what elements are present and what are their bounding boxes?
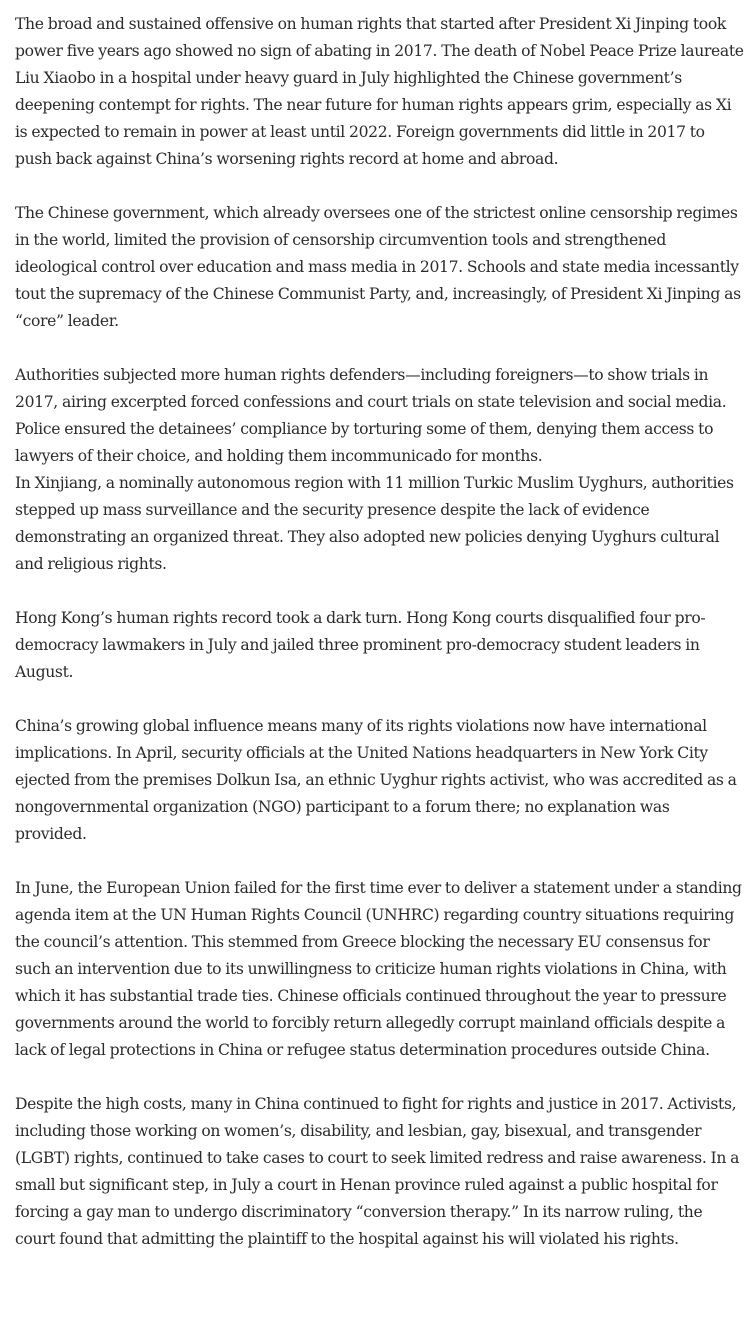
paragraph-intro: The broad and sustained offensive on human rights that started after President Xi Jinping took power five years ago showed no sign of abating in 2017. The death of Nobel Peace Prize laureate Liu Xiaobo in a hospital under heavy guard in July highlighted the Chinese government’s deepening contempt for rights. The near future for human rights appears grim, especially as Xi is expected to remain in power at least until 2022. Foreign governments did little in 2017 to push back against China’s worsening rights record at home and abroad.: [15, 15, 744, 168]
paragraph-hong-kong: Hong Kong’s human rights record took a dark turn. Hong Kong courts disqualified four pro-democracy lawmakers in July and jailed three prominent pro-democracy student leaders in August.: [15, 609, 706, 681]
paragraph-global-influence: China’s growing global influence means many of its rights violations now have international implications. In April, security officials at the United Nations headquarters in New York City ejected from the premises Dolkun Isa, an ethnic Uyghur rights activist, who was accredited as a nongovernmental organization (NGO) participant to a forum there; no explanation was provided.: [15, 717, 737, 843]
paragraph-censorship: The Chinese government, which already oversees one of the strictest online censorship regimes in the world, limited the provision of censorship circumvention tools and strengthened ideological control over education and mass media in 2017. Schools and state media incessantly tout the supremacy of the Chinese Communist Party, and, increasingly, of President Xi Jinping as “core” leader.: [15, 204, 741, 330]
paragraph-european-union: In June, the European Union failed for the first time ever to deliver a statement under a standing agenda item at the UN Human Rights Council (UNHRC) regarding country situations requiring the council’s attention. This stemmed from Greece blocking the necessary EU consensus for such an intervention due to its unwillingness to criticize human rights violations in China, with which it has substantial trade ties. Chinese officials continued throughout the year to pressure governments around the world to forcibly return allegedly corrupt mainland officials despite a lack of legal protections in China or refugee status determination procedures outside China.: [15, 879, 742, 1059]
paragraph-xinjiang: In Xinjiang, a nominally autonomous region with 11 million Turkic Muslim Uyghurs, authorities stepped up mass surveillance and the security presence despite the lack of evidence demonstrating an organized threat. They also adopted new policies denying Uyghurs cultural and religious rights.: [15, 474, 734, 573]
paragraph-show-trials: Authorities subjected more human rights defenders—including foreigners—to show trials in 2017, airing excerpted forced confessions and court trials on state television and social media. Police ensured the detainees’ compliance by torturing some of them, denying them access to lawyers of their choice, and holding them incommunicado for months.: [15, 366, 727, 465]
paragraph-activists: Despite the high costs, many in China continued to fight for rights and justice in 2017. Activists, including those working on women’s, disability, and lesbian, gay, bisexual, and transgender (LGBT) rights, continued to take cases to court to seek limited redress and raise awareness. In a small but significant step, in July a court in Henan province ruled against a public hospital for forcing a gay man to undergo discriminatory “conversion therapy.” In its narrow ruling, the court found that admitting the plaintiff to the hospital against his will violated his rights.: [15, 1095, 740, 1248]
